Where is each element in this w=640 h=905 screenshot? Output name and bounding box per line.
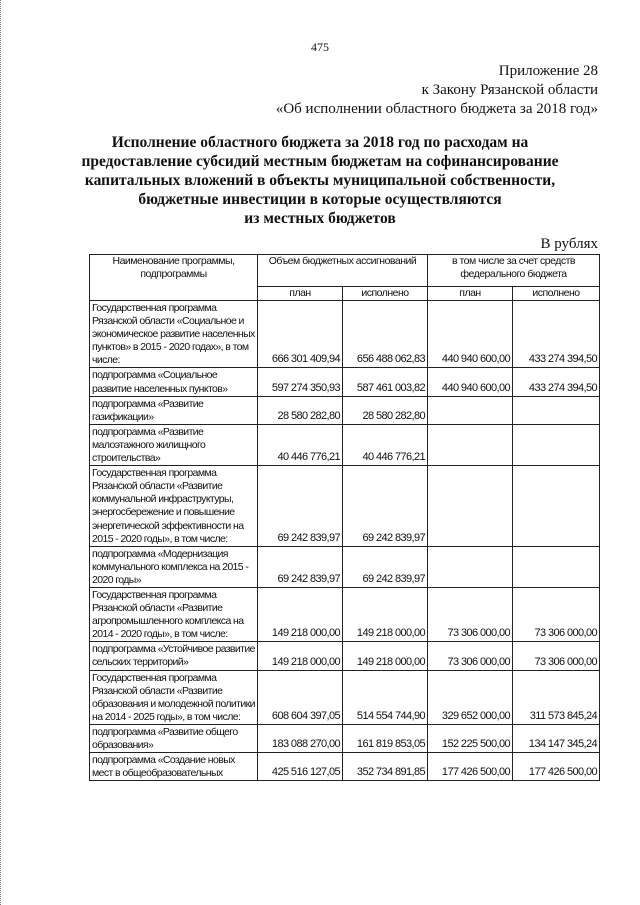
- federal-plan-value: [428, 396, 513, 424]
- executed-value: 69 242 839,97: [343, 546, 428, 587]
- federal-executed-value: 73 306 000,00: [513, 587, 600, 641]
- executed-value: 149 218 000,00: [343, 642, 428, 670]
- row-name: Государственная программа Рязанской области «Развитие агропромышленного комплекса на 2014 - 2020 годы», в том числе:: [90, 587, 258, 641]
- federal-plan-value: 73 306 000,00: [428, 587, 513, 641]
- appendix-line-1: Приложение 28: [498, 63, 598, 79]
- table-row: [90, 466, 600, 547]
- plan-value: 183 088 270,00: [258, 724, 343, 752]
- page-number: 475: [311, 40, 329, 54]
- table-row: [90, 670, 600, 724]
- federal-executed-value: [513, 466, 600, 547]
- title-line-4: бюджетные инвестиции в которые осуществляются: [138, 191, 502, 208]
- table-row: [90, 301, 600, 368]
- header-plan: план: [258, 287, 343, 301]
- table-row: [90, 546, 600, 587]
- row-name: подпрограмма «Развитие малоэтажного жилищного строительства»: [90, 424, 258, 465]
- table-row: [90, 587, 600, 641]
- federal-plan-value: [428, 466, 513, 547]
- plan-value: 666 301 409,94: [258, 301, 343, 368]
- federal-plan-value: [428, 424, 513, 465]
- plan-value: 69 242 839,97: [258, 466, 343, 547]
- row-name: Государственная программа Рязанской области «Социальное и экономическое развитие населенных пунктов» в 2015 - 2020 годах», в том числе:: [90, 301, 258, 368]
- plan-value: 69 242 839,97: [258, 546, 343, 587]
- document-title: [40, 133, 600, 228]
- appendix-header: [276, 62, 598, 119]
- appendix-line-2: к Закону Рязанской области: [421, 82, 598, 98]
- header-executed: исполнено: [343, 287, 428, 301]
- executed-value: 587 461 003,82: [343, 368, 428, 396]
- title-line-1: Исполнение областного бюджета за 2018 год по расходам на: [111, 134, 529, 151]
- title-line-5: из местных бюджетов: [244, 210, 396, 227]
- federal-executed-value: 433 274 394,50: [513, 368, 600, 396]
- federal-executed-value: 433 274 394,50: [513, 301, 600, 368]
- federal-executed-value: 134 147 345,24: [513, 724, 600, 752]
- header-name: Наименование программы, подпрограммы: [90, 255, 258, 301]
- table-row: [90, 424, 600, 465]
- appendix-line-3: «Об исполнении областного бюджета за 2018 год»: [275, 101, 598, 117]
- plan-value: 597 274 350,93: [258, 368, 343, 396]
- executed-value: 28 580 282,80: [343, 396, 428, 424]
- header-federal-plan: план: [428, 287, 513, 301]
- table-row: [90, 396, 600, 424]
- federal-plan-value: 152 225 500,00: [428, 724, 513, 752]
- expenditure-table: [89, 254, 600, 781]
- row-name: подпрограмма «Модернизация коммунального комплекса на 2015 - 2020 годы»: [90, 546, 258, 587]
- federal-plan-value: 177 426 500,00: [428, 753, 513, 781]
- row-name: подпрограмма «Развитие газификации»: [90, 396, 258, 424]
- plan-value: 425 516 127,05: [258, 753, 343, 781]
- federal-executed-value: 311 573 845,24: [513, 670, 600, 724]
- plan-value: 608 604 397,05: [258, 670, 343, 724]
- federal-executed-value: 73 306 000,00: [513, 642, 600, 670]
- executed-value: 656 488 062,83: [343, 301, 428, 368]
- plan-value: 149 218 000,00: [258, 642, 343, 670]
- title-line-2: предоставление субсидий местным бюджетам на софинансирование: [81, 153, 559, 170]
- executed-value: 514 554 744,90: [343, 670, 428, 724]
- row-name: подпрограмма «Социальное развитие населенных пунктов»: [90, 368, 258, 396]
- title-line-3: капитальных вложений в объекты муниципальной собственности,: [84, 172, 556, 189]
- executed-value: 161 819 853,05: [343, 724, 428, 752]
- executed-value: 69 242 839,97: [343, 466, 428, 547]
- federal-plan-value: [428, 546, 513, 587]
- federal-executed-value: 177 426 500,00: [513, 753, 600, 781]
- table-row: [90, 368, 600, 396]
- scan-edge: [0, 0, 7, 905]
- header-federal-executed: исполнено: [513, 287, 600, 301]
- plan-value: 40 446 776,21: [258, 424, 343, 465]
- row-name: подпрограмма «Устойчивое развитие сельских территорий»: [90, 642, 258, 670]
- table-row: [90, 724, 600, 752]
- units-label: В рублях: [540, 236, 598, 252]
- executed-value: 352 734 891,85: [343, 753, 428, 781]
- row-name: подпрограмма «Развитие общего образования»: [90, 724, 258, 752]
- executed-value: 149 218 000,00: [343, 587, 428, 641]
- header-budget: Объем бюджетных ассигнований: [258, 255, 428, 287]
- row-name: подпрограмма «Создание новых мест в общеобразовательных: [90, 753, 258, 781]
- plan-value: 28 580 282,80: [258, 396, 343, 424]
- plan-value: 149 218 000,00: [258, 587, 343, 641]
- federal-plan-value: 329 652 000,00: [428, 670, 513, 724]
- row-name: Государственная программа Рязанской области «Развитие образования и молодежной политики на 2014 - 2025 годы», в том числе:: [90, 670, 258, 724]
- table-row: [90, 753, 600, 781]
- federal-plan-value: 440 940 600,00: [428, 368, 513, 396]
- header-federal: в том числе за счет средств федерального бюджета: [428, 255, 600, 287]
- federal-executed-value: [513, 546, 600, 587]
- federal-executed-value: [513, 424, 600, 465]
- federal-executed-value: [513, 396, 600, 424]
- table-row: [90, 642, 600, 670]
- row-name: Государственная программа Рязанской области «Развитие коммунальной инфраструктуры, энергосбережение и повышение энергетической эффективности на 2015 - 2020 годы», в том числе:: [90, 466, 258, 547]
- federal-plan-value: 73 306 000,00: [428, 642, 513, 670]
- executed-value: 40 446 776,21: [343, 424, 428, 465]
- federal-plan-value: 440 940 600,00: [428, 301, 513, 368]
